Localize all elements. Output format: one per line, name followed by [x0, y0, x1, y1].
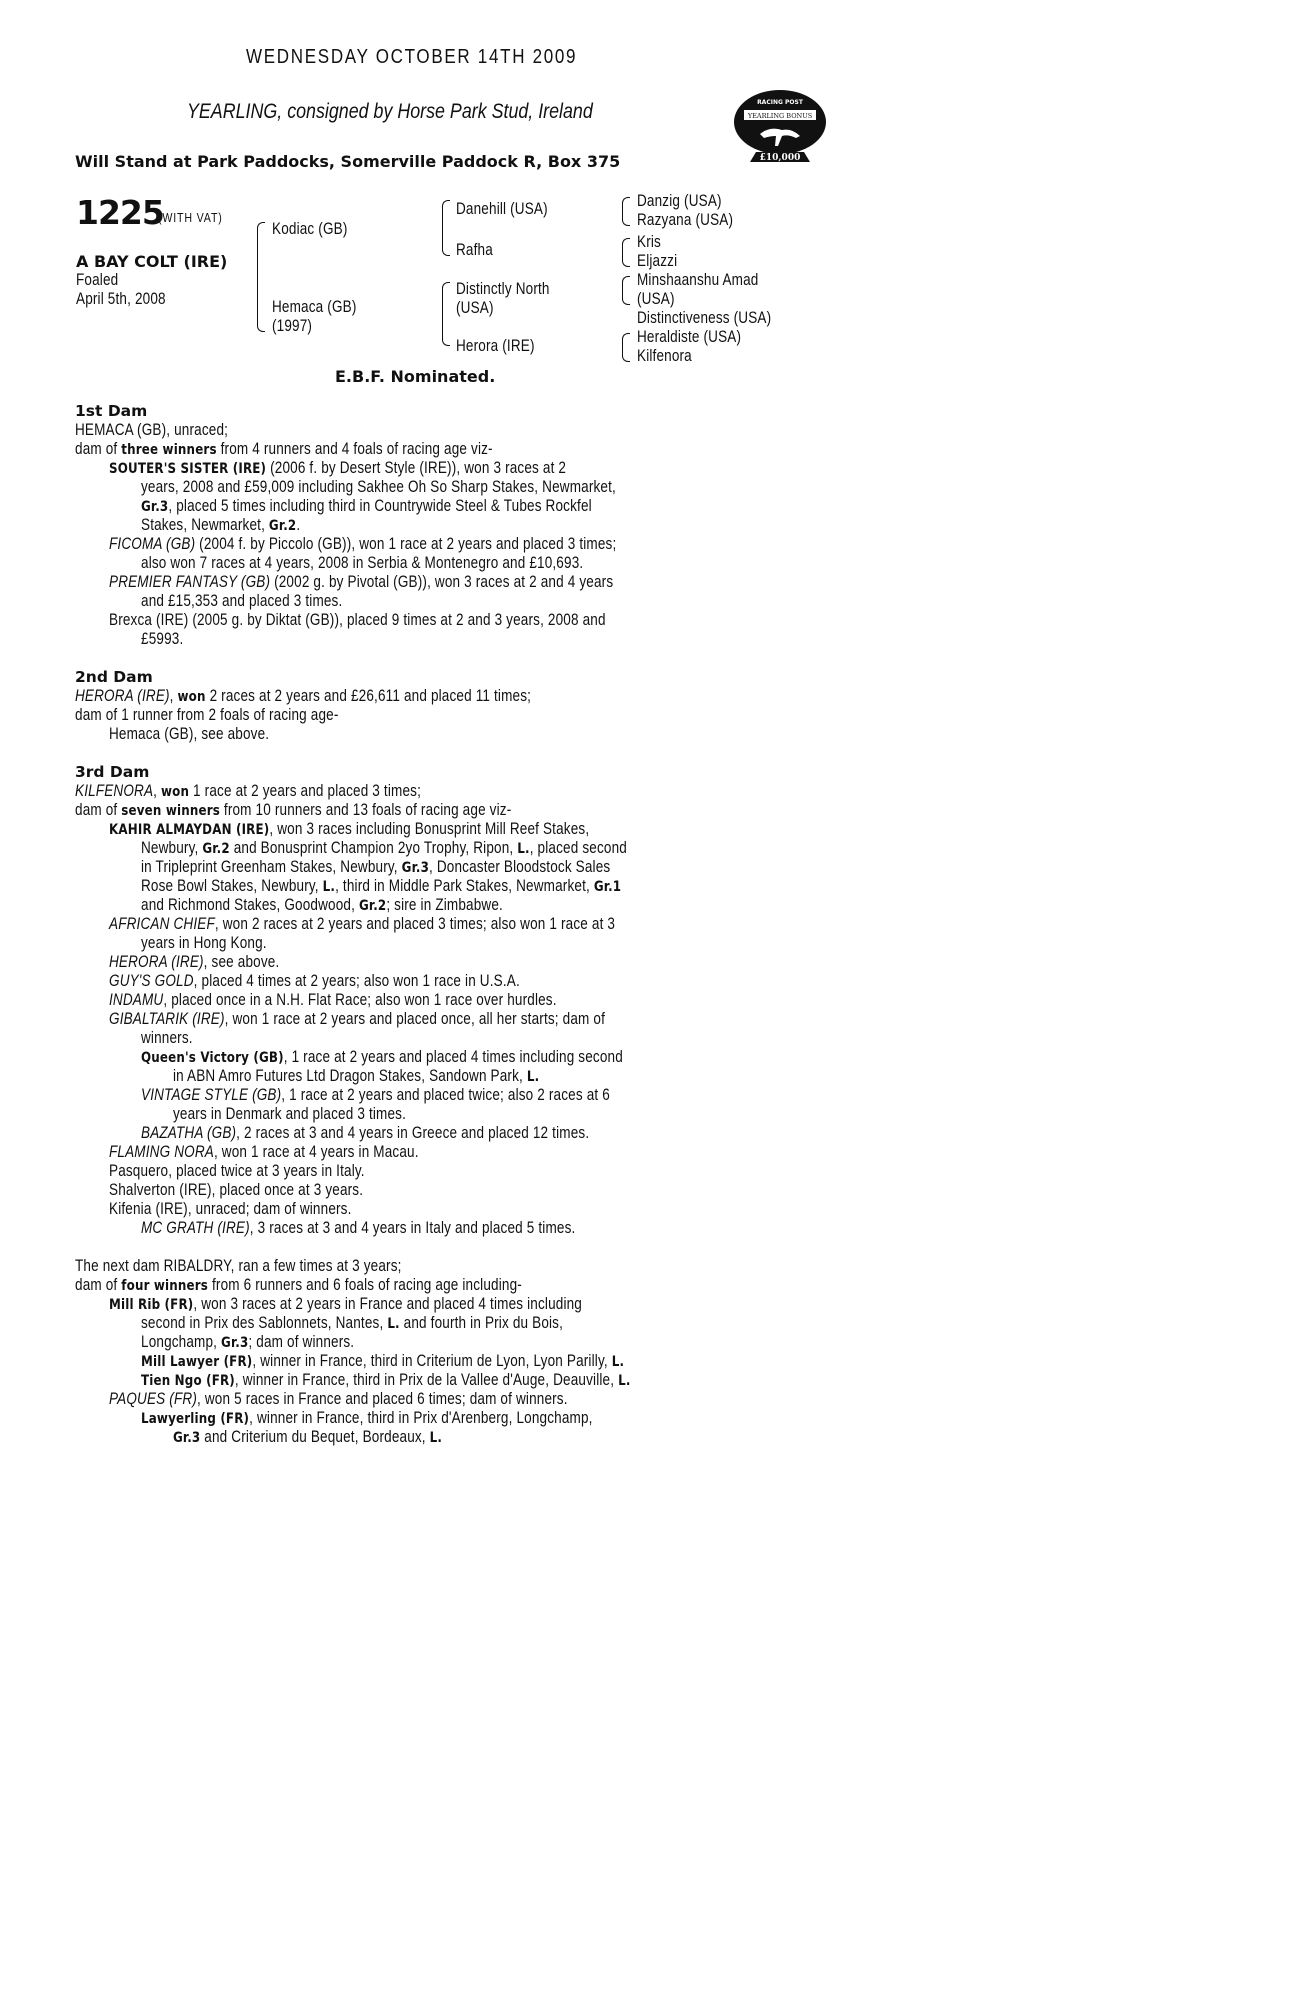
- line-text: [141, 896, 825, 916]
- line-text: [141, 1409, 825, 1429]
- catalogue-line: [75, 1390, 975, 1409]
- text: , 1 race at 2 years and placed twice; also 2 races at 6: [281, 1086, 610, 1104]
- line-text: [141, 1352, 825, 1372]
- catalogue-line: [75, 1352, 975, 1371]
- line-text: [141, 1219, 825, 1238]
- text: Hemaca (GB), see above.: [109, 725, 270, 743]
- bold-text: Gr.1: [593, 879, 622, 895]
- catalogue-line: [75, 440, 975, 459]
- catalogue-line: [75, 516, 975, 535]
- text: , won 3 races at 2 years in France and placed 4 times including: [193, 1295, 582, 1313]
- bold-text: won: [161, 784, 190, 800]
- line-text: [109, 1200, 819, 1219]
- text: (2006 f. by Desert Style (IRE)), won 3 races at 2: [266, 459, 567, 477]
- text: , won 2 races at 2 years and placed 3 times; also won 1 race at 3: [214, 915, 616, 933]
- text: Pasquero, placed twice at 3 years in Italy.: [109, 1162, 365, 1180]
- pedigree-dam-sire: Distinctly North: [456, 280, 550, 298]
- catalogue-line: [75, 630, 975, 649]
- line-text: [109, 459, 819, 479]
- text: , see above.: [203, 953, 280, 971]
- text: , 1 race at 2 years and placed 4 times including second: [283, 1048, 623, 1066]
- line-text: [109, 991, 819, 1010]
- catalogue-line: [75, 801, 975, 820]
- catalogue-line: [75, 820, 975, 839]
- catalogue-line: [75, 1086, 975, 1105]
- line-text: [109, 1390, 819, 1409]
- text: , placed 5 times including third in Countrywide Steel & Tubes Rockfel: [168, 497, 592, 515]
- ebf-note: E.B.F. Nominated.: [335, 367, 496, 386]
- line-text: [141, 1048, 825, 1068]
- catalogue-line: [75, 1029, 975, 1048]
- pedigree-dss-suffix: (USA): [637, 290, 675, 308]
- line-text: [75, 706, 813, 725]
- text: from 4 runners and 4 foals of racing age viz-: [216, 440, 493, 458]
- catalogue-line: [75, 858, 975, 877]
- pedigree-dsd: Distinctiveness (USA): [637, 309, 772, 327]
- catalogue-line: [75, 915, 975, 934]
- section-heading: [75, 763, 975, 782]
- line-text: [109, 725, 819, 744]
- consignor-line: YEARLING, consigned by Horse Park Stud, Ireland: [187, 100, 593, 123]
- catalogue-line: [75, 1257, 975, 1276]
- lot-number: 1225: [76, 193, 164, 232]
- catalogue-line: [75, 687, 975, 706]
- pedigree-dds: Heraldiste (USA): [637, 328, 742, 346]
- catalogue-line: [75, 934, 975, 953]
- line-text: [75, 687, 813, 707]
- line-text: [141, 478, 825, 497]
- pedigree-dam-dam: Herora (IRE): [456, 337, 535, 355]
- catalogue-line: [75, 459, 975, 478]
- bold-text: SOUTER'S SISTER (IRE): [109, 461, 267, 477]
- line-text: [141, 516, 825, 536]
- text: The next dam RIBALDRY, ran a few times at 3 years;: [75, 1257, 402, 1275]
- text: also won 7 races at 4 years, 2008 in Serbia & Montenegro and £10,693.: [141, 554, 584, 572]
- italic-text: GUY'S GOLD: [109, 972, 194, 990]
- badge-top-text: RACING POST: [757, 99, 803, 106]
- line-text: [75, 402, 975, 421]
- bold-text: L.: [387, 1316, 400, 1332]
- bold-text: Gr.2: [268, 518, 297, 534]
- bold-text: Gr.3: [401, 860, 430, 876]
- text: second in Prix des Sablonnets, Nantes,: [141, 1314, 388, 1332]
- text: 2nd Dam: [75, 668, 153, 686]
- catalogue-line: [75, 1200, 975, 1219]
- catalogue-line: [75, 991, 975, 1010]
- lot-description: A BAY COLT (IRE): [76, 252, 228, 271]
- catalogue-line: [75, 725, 975, 744]
- line-text: [75, 421, 813, 440]
- bold-text: Mill Lawyer (FR): [141, 1354, 253, 1370]
- text: 1st Dam: [75, 402, 148, 420]
- text: Brexca (IRE) (2005 g. by Diktat (GB)), placed 9 times at 2 and 3 years, 2008 and: [109, 611, 606, 629]
- pedigree-brace: [257, 222, 265, 332]
- text: and Criterium du Bequet, Bordeaux,: [200, 1428, 430, 1446]
- bold-text: Queen's Victory (GB): [141, 1050, 284, 1066]
- italic-text: BAZATHA (GB): [141, 1124, 237, 1142]
- text: (2004 f. by Piccolo (GB)), won 1 race at 2 years and placed 3 times;: [195, 535, 617, 553]
- text: Shalverton (IRE), placed once at 3 years.: [109, 1181, 364, 1199]
- catalogue-line: [75, 1276, 975, 1295]
- bold-text: Gr.2: [202, 841, 230, 857]
- italic-text: PAQUES (FR): [109, 1390, 198, 1408]
- foaled-label: Foaled: [76, 271, 119, 289]
- sale-date: WEDNESDAY OCTOBER 14TH 2009: [246, 46, 578, 68]
- text: Newbury,: [141, 839, 203, 857]
- text: dam of: [75, 801, 122, 819]
- pedigree-brace: [442, 200, 450, 256]
- catalogue-line: [75, 497, 975, 516]
- text: .: [296, 516, 301, 534]
- italic-text: MC GRATH (IRE): [141, 1219, 250, 1237]
- text: , placed once in a N.H. Flat Race; also won 1 race over hurdles.: [163, 991, 557, 1009]
- text: and £15,353 and placed 3 times.: [141, 592, 343, 610]
- text: ,: [153, 782, 162, 800]
- bold-text: L.: [322, 879, 336, 895]
- pedigree-brace: [622, 333, 630, 362]
- line-text: [109, 1010, 819, 1029]
- text: and fourth in Prix du Bois,: [399, 1314, 564, 1332]
- pedigree-ddd: Kilfenora: [637, 347, 692, 365]
- spacer: [75, 1238, 975, 1257]
- bold-text: Tien Ngo (FR): [141, 1373, 235, 1389]
- text: Kifenia (IRE), unraced; dam of winners.: [109, 1200, 352, 1218]
- catalogue-line: [75, 1162, 975, 1181]
- text: dam of: [75, 440, 122, 458]
- italic-text: GIBALTARIK (IRE): [109, 1010, 225, 1028]
- text: , winner in France, third in Prix de la Vallee d'Auge, Deauville,: [234, 1371, 619, 1389]
- line-text: [141, 1314, 825, 1334]
- yearling-bonus-badge-icon: [730, 88, 830, 168]
- line-text: [141, 554, 825, 573]
- italic-text: AFRICAN CHIEF: [109, 915, 215, 933]
- text: , 2 races at 3 and 4 years in Greece and placed 12 times.: [236, 1124, 590, 1142]
- pedigree-sire-dam: Rafha: [456, 241, 493, 259]
- text: , placed second: [529, 839, 627, 857]
- italic-text: HERORA (IRE): [109, 953, 204, 971]
- line-text: [141, 1333, 825, 1353]
- line-text: [173, 1067, 831, 1087]
- text: 3rd Dam: [75, 763, 150, 781]
- catalogue-line: [75, 896, 975, 915]
- line-text: [141, 1124, 825, 1143]
- line-text: [75, 668, 975, 687]
- bold-text: L.: [517, 841, 530, 857]
- italic-text: FLAMING NORA: [109, 1143, 214, 1161]
- pedigree-sire: Kodiac (GB): [272, 220, 348, 238]
- italic-text: KILFENORA: [75, 782, 154, 800]
- pedigree-sdd: Eljazzi: [637, 252, 678, 270]
- text: and Bonusprint Champion 2yo Trophy, Ripon,: [229, 839, 518, 857]
- line-text: [75, 1257, 813, 1276]
- line-text: [173, 1428, 831, 1448]
- italic-text: INDAMU: [109, 991, 164, 1009]
- line-text: [109, 1162, 819, 1181]
- bold-text: L.: [429, 1430, 443, 1446]
- text: , winner in France, third in Criterium de Lyon, Lyon Parilly,: [252, 1352, 612, 1370]
- catalogue-line: [75, 478, 975, 497]
- pedigree-brace: [622, 276, 630, 305]
- catalogue-line: [75, 611, 975, 630]
- line-text: [141, 1086, 825, 1105]
- text: years, 2008 and £59,009 including Sakhee Oh So Sharp Stakes, Newmarket,: [141, 478, 616, 496]
- line-text: [141, 497, 825, 517]
- text: from 10 runners and 13 foals of racing age viz-: [219, 801, 512, 819]
- bold-text: L.: [618, 1373, 631, 1389]
- text: , winner in France, third in Prix d'Arenberg, Longchamp,: [249, 1409, 593, 1427]
- bold-text: Mill Rib (FR): [109, 1297, 194, 1313]
- catalogue-line: [75, 421, 975, 440]
- line-text: [141, 877, 825, 897]
- catalogue-line: [75, 1428, 975, 1447]
- text: dam of: [75, 1276, 122, 1294]
- section-heading: [75, 402, 975, 421]
- line-text: [109, 953, 819, 972]
- pedigree-dam-year: (1997): [272, 317, 313, 335]
- catalogue-line: [75, 1124, 975, 1143]
- catalogue-line: [75, 1143, 975, 1162]
- line-text: [109, 1181, 819, 1200]
- line-text: [141, 630, 825, 649]
- text: ,: [169, 687, 178, 705]
- catalogue-line: [75, 592, 975, 611]
- text: , third in Middle Park Stakes, Newmarket,: [335, 877, 594, 895]
- catalogue-line: [75, 554, 975, 573]
- text: , 3 races at 3 and 4 years in Italy and placed 5 times.: [249, 1219, 576, 1237]
- bold-text: L.: [611, 1354, 625, 1370]
- line-text: [109, 1143, 819, 1162]
- bold-text: Gr.3: [221, 1335, 249, 1351]
- italic-text: HERORA (IRE): [75, 687, 170, 705]
- line-text: [109, 1295, 819, 1315]
- spacer: [75, 649, 975, 668]
- text: , won 1 race at 4 years in Macau.: [213, 1143, 419, 1161]
- bold-text: KAHIR ALMAYDAN (IRE): [109, 822, 270, 838]
- line-text: [141, 858, 825, 878]
- text: from 6 runners and 6 foals of racing age including-: [208, 1276, 522, 1294]
- catalogue-line: [75, 1219, 975, 1238]
- catalogue-line: [75, 706, 975, 725]
- catalogue-line: [75, 1409, 975, 1428]
- badge-mid-text: YEARLING BONUS: [747, 112, 813, 120]
- catalogue-line: [75, 1333, 975, 1352]
- italic-text: VINTAGE STYLE (GB): [141, 1086, 282, 1104]
- catalogue-line: [75, 1105, 975, 1124]
- bold-text: seven winners: [121, 803, 220, 819]
- bold-text: Gr.2: [358, 898, 387, 914]
- catalogue-line: [75, 1371, 975, 1390]
- line-text: [109, 915, 819, 934]
- text: , won 3 races including Bonusprint Mill Reef Stakes,: [269, 820, 590, 838]
- catalogue-line: [75, 782, 975, 801]
- pedigree-ssd: Razyana (USA): [637, 211, 734, 229]
- catalogue-line: [75, 1295, 975, 1314]
- text: , won 1 race at 2 years and placed once, all her starts; dam of: [224, 1010, 606, 1028]
- bold-text: won: [177, 689, 206, 705]
- bold-text: Gr.3: [141, 499, 169, 515]
- text: 1 race at 2 years and placed 3 times;: [189, 782, 422, 800]
- text: , Doncaster Bloodstock Sales: [429, 858, 611, 876]
- text: years in Denmark and placed 3 times.: [173, 1105, 407, 1123]
- text: £5993.: [141, 630, 184, 648]
- pedigree-dam-sire-suffix: (USA): [456, 299, 494, 317]
- line-text: [109, 611, 819, 630]
- pedigree-dss: Minshaanshu Amad: [637, 271, 759, 289]
- pedigree-brace: [622, 238, 630, 267]
- text: Stakes, Newmarket,: [141, 516, 269, 534]
- pedigree-dam: Hemaca (GB): [272, 298, 357, 316]
- section-heading: [75, 668, 975, 687]
- bold-text: three winners: [121, 442, 217, 458]
- vat-note: (WITH VAT): [158, 210, 223, 225]
- catalogue-line: [75, 1010, 975, 1029]
- stand-location: Will Stand at Park Paddocks, Somerville Paddock R, Box 375: [75, 152, 621, 171]
- line-text: [141, 934, 825, 953]
- text: years in Hong Kong.: [141, 934, 267, 952]
- text: in ABN Amro Futures Ltd Dragon Stakes, Sandown Park,: [173, 1067, 527, 1085]
- text: , won 5 races in France and placed 6 times; dam of winners.: [197, 1390, 568, 1408]
- text: Longchamp,: [141, 1333, 222, 1351]
- pedigree-sds: Kris: [637, 233, 661, 251]
- spacer: [75, 744, 975, 763]
- line-text: [109, 573, 819, 592]
- text: dam of 1 runner from 2 foals of racing age-: [75, 706, 339, 724]
- badge-amount-text: £10,000: [759, 153, 801, 163]
- line-text: [141, 1029, 825, 1048]
- catalogue-line: [75, 1314, 975, 1333]
- catalogue-line: [75, 1067, 975, 1086]
- catalogue-line: [75, 573, 975, 592]
- catalogue-line: [75, 535, 975, 554]
- text: in Tripleprint Greenham Stakes, Newbury,: [141, 858, 402, 876]
- pedigree-brace: [622, 197, 630, 226]
- pedigree-sire-sire: Danehill (USA): [456, 200, 548, 218]
- line-text: [75, 801, 813, 821]
- catalogue-line: [75, 1181, 975, 1200]
- text: and Richmond Stakes, Goodwood,: [141, 896, 359, 914]
- bold-text: Lawyerling (FR): [141, 1411, 250, 1427]
- line-text: [173, 1105, 831, 1124]
- line-text: [109, 820, 819, 840]
- pedigree-sss: Danzig (USA): [637, 192, 722, 210]
- bold-text: four winners: [121, 1278, 209, 1294]
- italic-text: FICOMA (GB): [109, 535, 196, 553]
- text: , placed 4 times at 2 years; also won 1 race in U.S.A.: [193, 972, 520, 990]
- text: (2002 g. by Pivotal (GB)), won 3 races at 2 and 4 years: [270, 573, 614, 591]
- bold-text: L.: [526, 1069, 540, 1085]
- text: winners.: [141, 1029, 193, 1047]
- catalogue-line: [75, 877, 975, 896]
- line-text: [75, 763, 975, 782]
- foaled-date: April 5th, 2008: [76, 290, 166, 308]
- italic-text: PREMIER FANTASY (GB): [109, 573, 271, 591]
- line-text: [75, 440, 813, 460]
- catalogue-line: [75, 839, 975, 858]
- line-text: [109, 972, 819, 991]
- line-text: [75, 782, 813, 802]
- text: ; dam of winners.: [248, 1333, 355, 1351]
- line-text: [141, 839, 825, 859]
- catalogue-line: [75, 1048, 975, 1067]
- catalogue-body: [75, 402, 975, 1447]
- catalogue-line: [75, 972, 975, 991]
- bold-text: Gr.3: [173, 1430, 201, 1446]
- text: ; sire in Zimbabwe.: [386, 896, 503, 914]
- text: Rose Bowl Stakes, Newbury,: [141, 877, 323, 895]
- catalogue-line: [75, 953, 975, 972]
- text: HEMACA (GB), unraced;: [75, 421, 229, 439]
- line-text: [109, 535, 819, 554]
- text: 2 races at 2 years and £26,611 and placed 11 times;: [205, 687, 532, 705]
- line-text: [141, 1371, 825, 1391]
- line-text: [141, 592, 825, 611]
- line-text: [75, 1276, 813, 1296]
- pedigree-brace: [442, 282, 450, 346]
